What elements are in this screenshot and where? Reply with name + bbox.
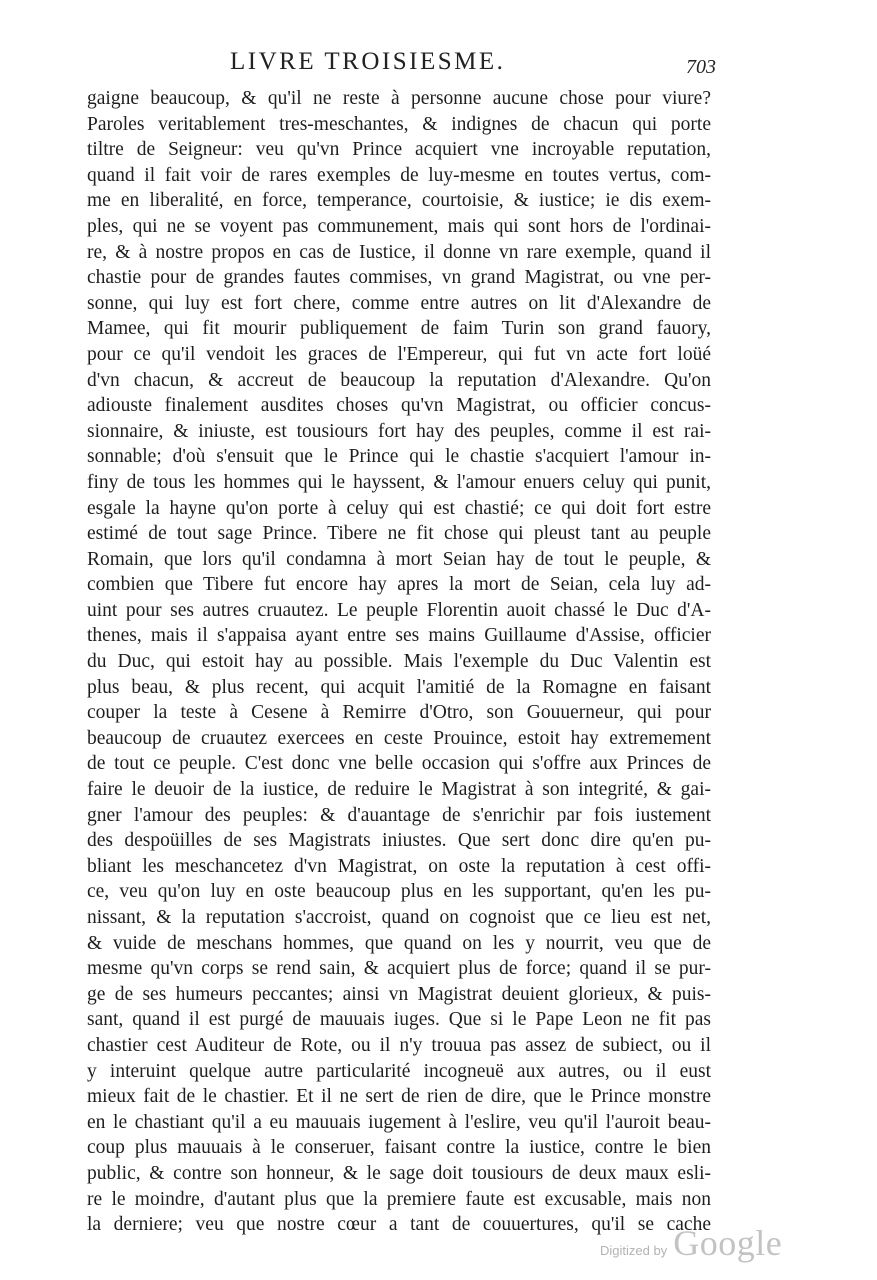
page-number: 703 — [686, 56, 716, 78]
text-line: des despoüilles de ses Magistrats iniustes. Que sert donc dire qu'en pu- — [87, 830, 711, 852]
text-line: tiltre de Seigneur: veu qu'vn Prince acquiert vne incroyable reputation, — [87, 139, 711, 161]
running-title: LIVRE TROISIESME. — [230, 48, 506, 75]
text-line: Paroles veritablement tres-meschantes, & indignes de chacun qui porte — [87, 113, 711, 135]
text-line: beaucoup de cruautez exercees en ceste Prouince, estoit hay extremement — [87, 727, 711, 749]
text-line: sionnaire, & iniuste, est tousiours fort hay des peuples, comme il est rai- — [87, 420, 711, 442]
digitized-by-watermark — [600, 1222, 782, 1264]
text-line: Mamee, qui fit mourir publiquement de faim Turin son grand fauory, — [87, 318, 711, 340]
text-line: thenes, mais il s'appaisa ayant entre ses mains Guillaume d'Assise, officier — [87, 625, 711, 647]
text-line: en le chastiant qu'il a eu mauuais iugement à l'eslire, veu qu'il l'auroit beau- — [87, 1111, 711, 1133]
text-line: plus beau, & plus recent, qui acquit l'amitié de la Romagne en faisant — [87, 676, 711, 698]
watermark-prefix: Digitized by — [600, 1243, 668, 1258]
text-line: bliant les meschancetez d'vn Magistrat, on oste la reputation à cest offi- — [87, 855, 711, 877]
text-line: re le moindre, d'autant plus que la premiere faute est excusable, mais non — [87, 1188, 711, 1210]
text-line: gaigne beaucoup, & qu'il ne reste à personne aucune chose pour viure? — [87, 88, 711, 109]
text-line: la derniere; veu que nostre cœur a tant de couuertures, qu'il se cache — [87, 1214, 711, 1236]
text-line: du Duc, qui estoit hay au possible. Mais l'exemple du Duc Valentin est — [87, 651, 711, 673]
google-logo: Google — [673, 1223, 783, 1263]
text-line: sonne, qui luy est fort chere, comme entre autres on lit d'Alexandre de — [87, 292, 711, 314]
text-line: chastier cest Auditeur de Rote, ou il n'y trouua pas assez de subiect, ou il — [87, 1034, 711, 1056]
text-line: esgale la hayne qu'on porte à celuy qui est chastié; ce qui doit fort estre — [87, 497, 711, 519]
body-text — [87, 86, 711, 1250]
text-line: coup plus mauuais à le conseruer, faisant contre la iustice, contre le bien — [87, 1137, 711, 1159]
text-line: Romain, que lors qu'il condamna à mort Seian hay de tout le peuple, & — [87, 548, 711, 570]
text-line: gner l'amour des peuples: & d'auantage de s'enrichir par fois iustement — [87, 804, 711, 826]
text-line: faire le deuoir de la iustice, de reduire le Magistrat à son integrité, & gai- — [87, 779, 711, 801]
text-line: adiouste finalement ausdites choses qu'vn Magistrat, ou officier concus- — [87, 395, 711, 417]
text-line: re, & à nostre propos en cas de Iustice, il donne vn rare exemple, quand il — [87, 241, 711, 263]
text-line: ce, veu qu'on luy en oste beaucoup plus en les supportant, qu'en les pu- — [87, 881, 711, 903]
text-line: mesme qu'vn corps se rend sain, & acquiert plus de force; quand il se pur- — [87, 958, 711, 980]
text-line: uint pour ses autres cruautez. Le peuple Florentin auoit chassé le Duc d'A- — [87, 599, 711, 621]
text-line: finy de tous les hommes qui le hayssent, & l'amour enuers celuy qui punit, — [87, 471, 711, 493]
text-line: de tout ce peuple. C'est donc vne belle occasion qui s'offre aux Princes de — [87, 753, 711, 775]
text-line: nissant, & la reputation s'accroist, quand on cognoist que ce lieu est net, — [87, 907, 711, 928]
text-line: y interuint quelque autre particularité incogneuë aux autres, ou il eust — [87, 1060, 711, 1082]
text-line: d'vn chacun, & accreut de beaucoup la reputation d'Alexandre. Qu'on — [87, 369, 711, 391]
text-line: estimé de tout sage Prince. Tibere ne fit chose qui pleust tant au peuple — [87, 523, 711, 545]
text-line: pour ce qu'il vendoit les graces de l'Empereur, qui fut vn acte fort loüé — [87, 343, 711, 365]
text-line: public, & contre son honneur, & le sage doit tousiours de deux maux esli- — [87, 1162, 711, 1184]
text-line: quand il fait voir de rares exemples de luy-mesme en toutes vertus, com- — [87, 164, 711, 186]
text-line: combien que Tibere fut encore hay apres la mort de Seian, cela luy ad- — [87, 574, 711, 596]
text-line: sant, quand il est purgé de mauuais iuges. Que si le Pape Leon ne fit pas — [87, 1009, 711, 1031]
text-line: me en liberalité, en force, temperance, courtoisie, & iustice; ie dis exem- — [87, 190, 711, 212]
text-line: ples, qui ne se voyent pas communement, mais qui sont hors de l'ordinai- — [87, 215, 711, 237]
text-line: chastie pour de grandes fautes commises, vn grand Magistrat, ou vne per- — [87, 267, 711, 289]
text-line: ge de ses humeurs peccantes; ainsi vn Magistrat deuient glorieux, & puis- — [87, 983, 711, 1005]
text-line: & vuide de meschans hommes, que quand on les y nourrit, veu que de — [87, 932, 711, 954]
text-line: couper la teste à Cesene à Remirre d'Otro, son Gouuerneur, qui pour — [87, 702, 711, 724]
text-line: mieux fait de le chastier. Et il ne sert de rien de dire, que le Prince monstre — [87, 1086, 711, 1108]
text-line: sonnable; d'où s'ensuit que le Prince qui le chastie s'acquiert l'amour in- — [87, 446, 711, 468]
